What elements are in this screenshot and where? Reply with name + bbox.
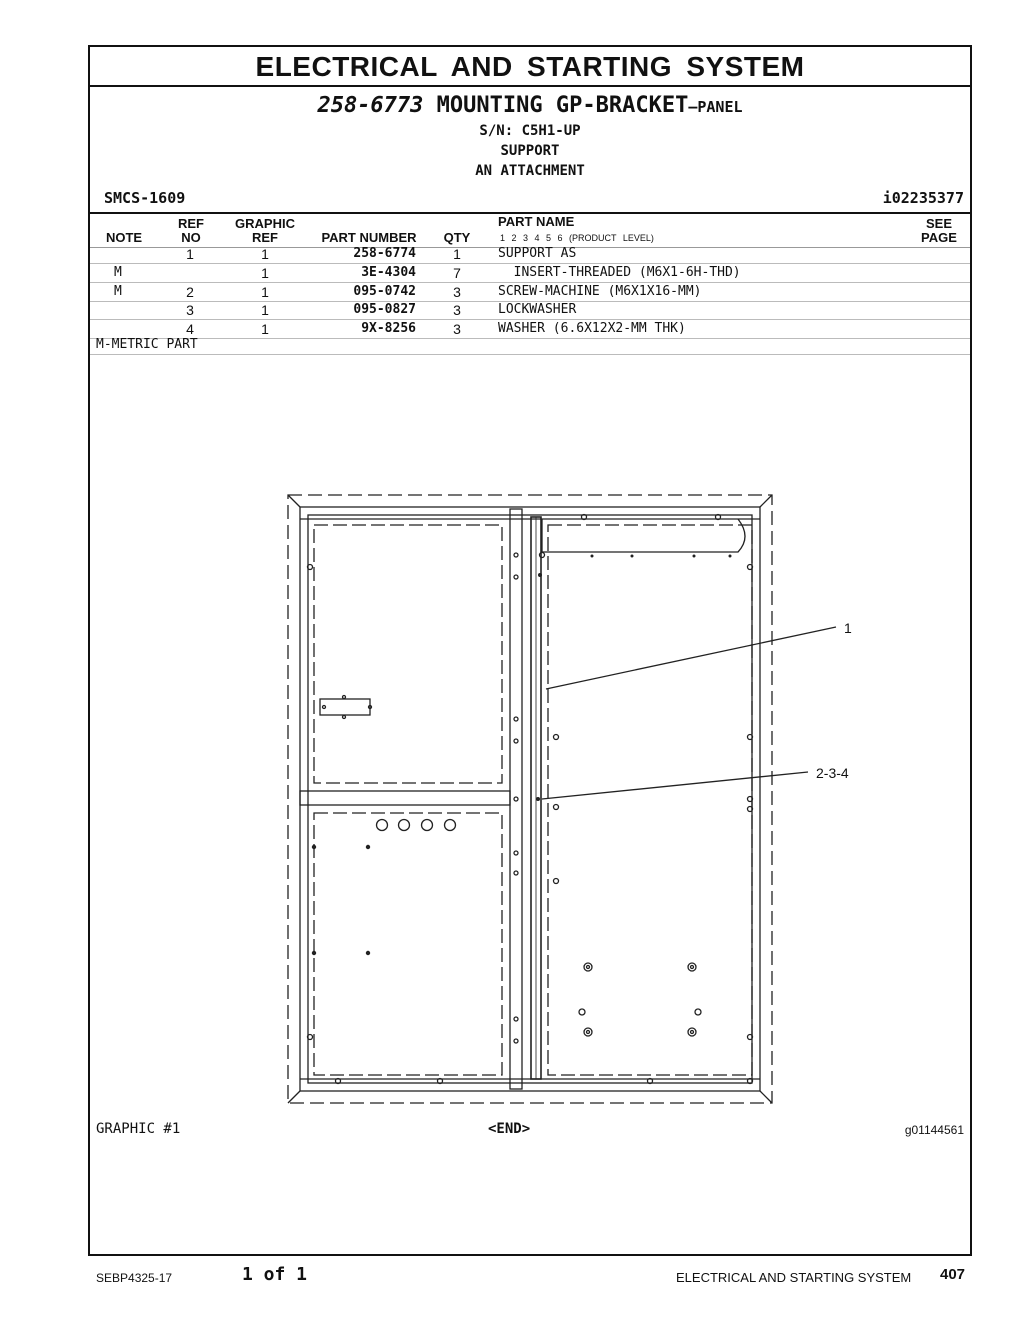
row-ref-no: 2	[186, 284, 194, 300]
part-line-support: SUPPORT	[500, 143, 560, 159]
frame-inner-rail	[308, 515, 752, 1083]
row-qty: 3	[453, 284, 461, 300]
bracket-panel-drawing	[90, 47, 970, 1252]
frame-outer-rail	[300, 507, 760, 1091]
page-frame	[88, 45, 972, 1256]
part-number-title: 258-6773	[317, 93, 424, 118]
graphic-id: g01144561	[904, 1123, 964, 1137]
row-part-number: 258-6774	[353, 246, 416, 261]
row-qty: 1	[453, 246, 461, 262]
row-qty: 3	[453, 302, 461, 318]
row-graphic-ref: 1	[261, 284, 269, 300]
header-see-page-2: PAGE	[921, 230, 957, 245]
footer-section: ELECTRICAL AND STARTING SYSTEM	[676, 1270, 912, 1285]
left-connector-plate	[320, 699, 370, 715]
row-part-name: INSERT-THREADED (M6X1-6H-THD)	[498, 265, 741, 280]
header-part-number: PART NUMBER	[321, 230, 417, 245]
part-line-attachment: AN ATTACHMENT	[475, 163, 585, 179]
row-note: M	[114, 284, 122, 299]
row-graphic-ref: 1	[261, 265, 269, 281]
callout-2-3-4: 2-3-4	[816, 765, 849, 781]
header-qty: QTY	[443, 230, 471, 245]
row-qty: 3	[453, 321, 461, 337]
part-name-title: MOUNTING GP-BRACKET	[436, 93, 689, 118]
row-part-name: SUPPORT AS	[498, 246, 577, 261]
row-part-name: WASHER (6.6X12X2-MM THK)	[498, 321, 686, 336]
metric-footnote: M-METRIC PART	[96, 337, 198, 352]
end-label: <END>	[488, 1121, 531, 1137]
callout-1: 1	[844, 620, 852, 636]
row-ref-no: 3	[186, 302, 194, 318]
callout-234-leader	[542, 772, 808, 799]
header-note: NOTE	[105, 230, 143, 245]
footer-page-of: 1 of 1	[242, 1264, 308, 1285]
row-part-number: 3E-4304	[361, 265, 416, 280]
hole	[399, 820, 410, 831]
hole	[422, 820, 433, 831]
illustration-ref: i02235377	[882, 189, 964, 207]
center-post	[510, 509, 522, 1089]
row-part-number: 095-0742	[353, 284, 416, 299]
serial-number: S/N: C5H1-UP	[479, 123, 581, 139]
upper-left-panel	[314, 525, 502, 783]
header-see-page-1: SEE	[925, 216, 952, 231]
lower-left-panel	[314, 813, 502, 1075]
hole	[377, 820, 388, 831]
right-panel	[548, 525, 752, 1075]
row-part-number: 095-0827	[353, 302, 416, 317]
smcs-code: SMCS-1609	[104, 189, 186, 207]
row-graphic-ref: 1	[261, 302, 269, 318]
footer-page-number: 407	[940, 1266, 966, 1283]
hole	[445, 820, 456, 831]
row-part-name: SCREW-MACHINE (M6X1X16-MM)	[498, 284, 702, 299]
row-graphic-ref: 1	[261, 246, 269, 262]
header-graphic-ref-1: GRAPHIC	[235, 216, 295, 231]
section-title: ELECTRICAL AND STARTING SYSTEM	[90, 47, 970, 87]
part-subname-title: —PANEL	[688, 98, 743, 116]
header-ref-no-2: NO	[181, 230, 201, 245]
row-ref-no: 4	[186, 321, 194, 337]
graphic-label: GRAPHIC #1	[96, 1121, 181, 1137]
footer-doc-number: SEBP4325-17	[96, 1271, 173, 1285]
header-product-levels: 1 2 3 4 5 6 (PRODUCT LEVEL)	[500, 233, 654, 243]
header-graphic-ref-2: REF	[252, 230, 278, 245]
cross-member	[300, 791, 510, 805]
callout-1-leader	[546, 627, 836, 689]
header-part-name: PART NAME	[498, 214, 575, 229]
row-part-name: LOCKWASHER	[498, 302, 577, 317]
outer-envelope-outline	[288, 495, 772, 1103]
header-ref-no-1: REF	[178, 216, 204, 231]
row-note: M	[114, 265, 122, 280]
row-ref-no: 1	[186, 246, 194, 262]
row-graphic-ref: 1	[261, 321, 269, 337]
row-part-number: 9X-8256	[361, 321, 416, 336]
top-right-channel	[542, 519, 745, 552]
row-qty: 7	[453, 265, 461, 281]
